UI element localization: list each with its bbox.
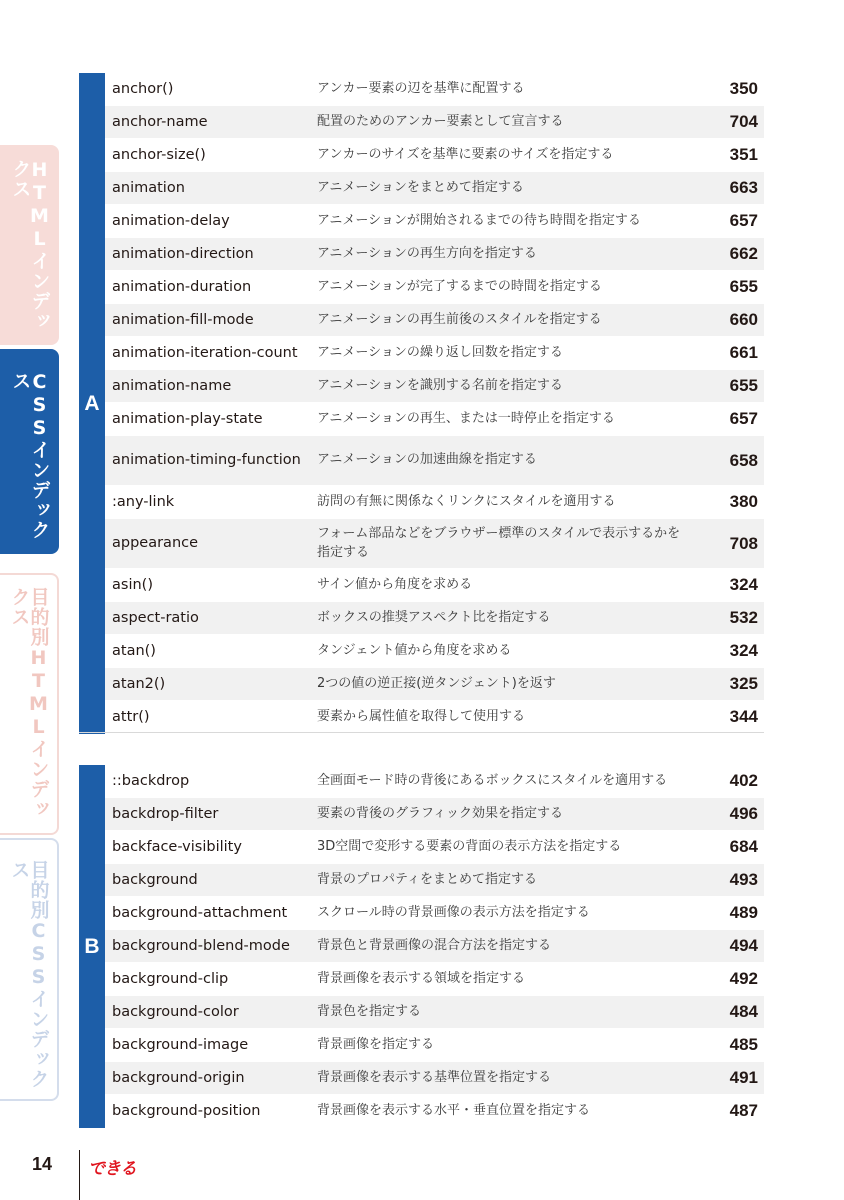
index-row[interactable] (105, 271, 764, 304)
property-name: asin() (112, 576, 153, 593)
index-row[interactable] (105, 1062, 764, 1095)
index-row[interactable] (105, 897, 764, 930)
property-name: animation-duration (112, 278, 252, 295)
index-rows (105, 73, 764, 734)
property-description: 訪問の有無に関係なくリンクにスタイルを適用する (317, 493, 616, 509)
page-reference[interactable]: 661 (729, 343, 758, 362)
index-row[interactable] (105, 569, 764, 602)
property-name: background-color (112, 1003, 239, 1020)
page-reference[interactable]: 351 (729, 145, 758, 164)
index-row[interactable] (105, 635, 764, 668)
property-name: anchor-size() (112, 146, 206, 163)
property-description: アニメーションを識別する名前を指定する (317, 377, 563, 393)
property-name: animation-fill-mode (112, 311, 254, 328)
section-letter: B (84, 934, 100, 958)
page-reference[interactable]: 494 (729, 936, 758, 955)
index-row[interactable] (105, 139, 764, 172)
index-row[interactable] (105, 701, 764, 734)
page-reference[interactable]: 704 (729, 112, 758, 131)
page-reference[interactable]: 663 (729, 178, 758, 197)
property-description: 3D空間で変形する要素の背面の表示方法を指定する (317, 838, 622, 854)
property-name: backface-visibility (112, 838, 242, 855)
property-name: background-origin (112, 1069, 245, 1086)
property-name: animation-name (112, 377, 232, 394)
property-description: 背景色を指定する (317, 1003, 422, 1019)
page-reference[interactable]: 324 (729, 641, 758, 660)
property-name: background-position (112, 1102, 261, 1119)
property-description: 2つの値の逆正接(逆タンジェント)を返す (317, 675, 556, 691)
page-reference[interactable]: 487 (729, 1101, 758, 1120)
index-row[interactable] (105, 172, 764, 205)
index-row[interactable] (105, 337, 764, 370)
property-description: タンジェント値から角度を求める (317, 642, 512, 658)
tab-purpose-html-index-label: 目的別HTMLインデックス (8, 587, 50, 819)
section-divider (79, 732, 764, 733)
property-description: アニメーションが完了するまでの時間を指定する (317, 278, 602, 294)
index-section-b (79, 765, 764, 1128)
page-reference[interactable]: 655 (729, 376, 758, 395)
index-row[interactable] (105, 519, 764, 569)
property-description: フォーム部品などをブラウザー標準のスタイルで表示するかを指定する (317, 525, 681, 560)
index-row[interactable] (105, 765, 764, 798)
index-row[interactable] (105, 436, 764, 486)
tab-purpose-css-index-label: 目的別CSSインデックス (8, 860, 50, 1089)
index-row[interactable] (105, 1095, 764, 1128)
property-description: アニメーションの再生、または一時停止を指定する (317, 410, 615, 426)
property-name: animation-play-state (112, 410, 263, 427)
property-name: animation-timing-function (112, 452, 301, 469)
property-description: アニメーションが開始されるまでの待ち時間を指定する (317, 212, 641, 228)
property-name: atan() (112, 642, 156, 659)
property-name: background-image (112, 1036, 249, 1053)
tab-purpose-html-index[interactable] (0, 573, 59, 835)
property-description: アニメーションをまとめて指定する (317, 179, 524, 195)
section-letter-bar (79, 73, 105, 734)
property-description: サイン値から角度を求める (317, 576, 473, 592)
page-reference[interactable]: 657 (729, 409, 758, 428)
property-name: anchor-name (112, 113, 208, 130)
index-row[interactable] (105, 370, 764, 403)
property-name: appearance (112, 535, 199, 552)
page-reference[interactable]: 662 (729, 244, 758, 263)
page-reference[interactable]: 324 (729, 575, 758, 594)
index-row[interactable] (105, 304, 764, 337)
property-description: 背景画像を指定する (317, 1036, 435, 1052)
property-name: animation-delay (112, 212, 230, 229)
property-name: background (112, 871, 198, 888)
page-reference[interactable]: 402 (729, 771, 758, 790)
property-description: 背景画像を表示する基準位置を指定する (317, 1069, 552, 1085)
page-reference[interactable]: 658 (729, 450, 758, 470)
page-reference[interactable]: 492 (729, 969, 758, 988)
index-rows (105, 765, 764, 1128)
page-reference[interactable]: 485 (729, 1035, 758, 1054)
property-description: アニメーションの再生前後のスタイルを指定する (317, 311, 602, 327)
page-reference[interactable]: 350 (729, 79, 758, 98)
page-reference[interactable]: 684 (729, 837, 758, 856)
property-description: アンカーのサイズを基準に要素のサイズを指定する (317, 146, 614, 162)
index-row[interactable] (105, 996, 764, 1029)
page-reference[interactable]: 660 (729, 310, 758, 329)
page-reference[interactable]: 655 (729, 277, 758, 296)
property-name: animation (112, 179, 185, 196)
property-description: アンカー要素の辺を基準に配置する (317, 80, 525, 96)
property-name: background-attachment (112, 904, 288, 921)
property-description: 要素の背後のグラフィック効果を指定する (317, 805, 563, 821)
publisher-logo: できる (88, 1159, 136, 1179)
page-reference[interactable]: 657 (729, 211, 758, 230)
page-reference[interactable]: 532 (729, 608, 758, 627)
property-name: background-blend-mode (112, 937, 290, 954)
section-letter-bar (79, 765, 105, 1128)
property-name: backdrop-filter (112, 805, 219, 822)
page-reference[interactable]: 344 (729, 707, 758, 726)
page-reference[interactable]: 708 (729, 533, 758, 553)
property-name: ::backdrop (112, 772, 190, 789)
property-description: スクロール時の背景画像の表示方法を指定する (317, 904, 590, 920)
page-reference[interactable]: 484 (729, 1002, 758, 1021)
index-row[interactable] (105, 668, 764, 701)
property-name: atan2() (112, 675, 166, 692)
page-number: 14 (32, 1154, 53, 1174)
property-description: 配置のためのアンカー要素として宣言する (317, 113, 564, 129)
section-letter: A (84, 391, 100, 415)
property-description: 背景色と背景画像の混合方法を指定する (317, 937, 552, 953)
index-row[interactable] (105, 798, 764, 831)
index-row[interactable] (105, 73, 764, 106)
property-name: background-clip (112, 970, 229, 987)
page-reference[interactable]: 380 (729, 492, 758, 511)
property-name: anchor() (112, 80, 174, 97)
property-description: 背景画像を表示する水平・垂直位置を指定する (317, 1102, 591, 1118)
tab-css-index-label: CSSインデックス (9, 371, 51, 540)
index-section-a (79, 73, 764, 734)
index-row[interactable] (105, 205, 764, 238)
index-row[interactable] (105, 403, 764, 436)
property-description: アニメーションの繰り返し回数を指定する (317, 344, 563, 360)
tab-purpose-css-index[interactable] (0, 838, 59, 1101)
tab-html-index-label: HTMLインデックス (9, 159, 51, 331)
property-description: 背景画像を表示する領域を指定する (317, 970, 526, 986)
index-row[interactable] (105, 486, 764, 519)
property-description: ボックスの推奨アスペクト比を指定する (317, 609, 551, 625)
page-reference[interactable]: 491 (729, 1068, 758, 1087)
property-name: attr() (112, 708, 150, 725)
index-row[interactable] (105, 238, 764, 271)
property-description: アニメーションの加速曲線を指定する (317, 452, 537, 468)
index-row[interactable] (105, 106, 764, 139)
property-description: アニメーションの再生方向を指定する (317, 245, 537, 261)
page-reference[interactable]: 496 (729, 804, 758, 823)
footer-rule (79, 1150, 80, 1200)
index-row[interactable] (105, 1029, 764, 1062)
property-name: :any-link (112, 493, 175, 510)
index-row[interactable] (105, 963, 764, 996)
tab-html-index[interactable] (0, 145, 59, 345)
property-description: 背景のプロパティをまとめて指定する (317, 871, 537, 887)
property-name: animation-iteration-count (112, 344, 298, 361)
property-name: animation-direction (112, 245, 254, 262)
tab-css-index[interactable] (0, 349, 59, 554)
page-reference[interactable]: 493 (729, 870, 758, 889)
page-reference[interactable]: 325 (729, 674, 758, 693)
index-row[interactable] (105, 831, 764, 864)
property-name: aspect-ratio (112, 609, 199, 626)
page-reference[interactable]: 489 (729, 903, 758, 922)
index-row[interactable] (105, 602, 764, 635)
property-description: 要素から属性値を取得して使用する (317, 708, 526, 724)
property-description: 全画面モード時の背後にあるボックスにスタイルを適用する (317, 772, 668, 788)
index-row[interactable] (105, 864, 764, 897)
index-row[interactable] (105, 930, 764, 963)
